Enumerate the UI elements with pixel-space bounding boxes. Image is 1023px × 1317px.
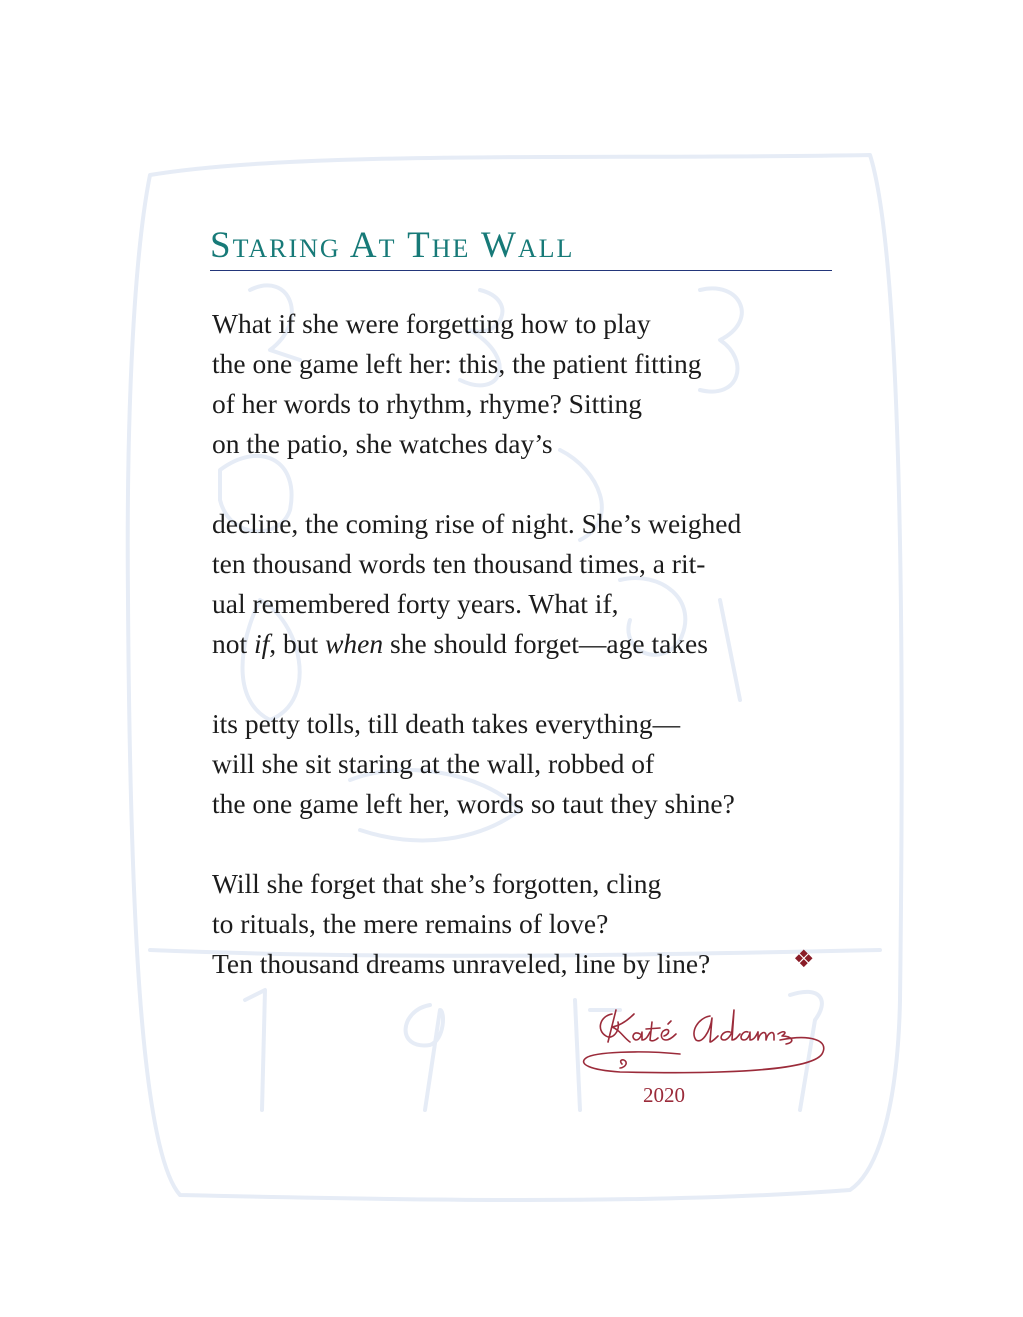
poem-line: will she sit staring at the wall, robbed of bbox=[212, 748, 655, 779]
italic-word: if bbox=[254, 628, 270, 659]
stanza-1 bbox=[212, 304, 832, 464]
poem-text: , but bbox=[269, 628, 326, 659]
handwritten-signature bbox=[560, 1002, 840, 1082]
title-divider bbox=[210, 270, 832, 271]
poem-line: of her words to rhythm, rhyme? Sitting bbox=[212, 388, 643, 419]
diamond-ornament-icon: ❖ bbox=[793, 945, 815, 973]
poem-line: the one game left her, words so taut they shine? bbox=[212, 788, 735, 819]
italic-word: when bbox=[325, 628, 384, 659]
poem-line: to rituals, the mere remains of love? bbox=[212, 908, 609, 939]
poem-title: Staring At The Wall bbox=[210, 225, 575, 266]
poem-text: she should forget—age takes bbox=[383, 628, 708, 659]
poem-line: Will she forget that she’s forgotten, cling bbox=[212, 868, 662, 899]
stanza-2 bbox=[212, 504, 832, 664]
stanza-4 bbox=[212, 864, 832, 984]
poem-line: its petty tolls, till death takes everything— bbox=[212, 708, 681, 739]
poem-line: on the patio, she watches day’s bbox=[212, 428, 553, 459]
poem-body bbox=[212, 304, 832, 1024]
poem-line: the one game left her: this, the patient fitting bbox=[212, 348, 702, 379]
signature-year: 2020 bbox=[643, 1083, 685, 1107]
poem-line: Ten thousand dreams unraveled, line by line? bbox=[212, 948, 711, 979]
poem-line: What if she were forgetting how to play bbox=[212, 308, 651, 339]
poem-line bbox=[212, 624, 832, 664]
poem-line: decline, the coming rise of night. She’s weighed bbox=[212, 508, 742, 539]
stanza-3 bbox=[212, 704, 832, 824]
poem-line: ten thousand words ten thousand times, a rit- bbox=[212, 548, 706, 579]
poem-text: not bbox=[212, 628, 255, 659]
poem-line: ual remembered forty years. What if, bbox=[212, 588, 619, 619]
